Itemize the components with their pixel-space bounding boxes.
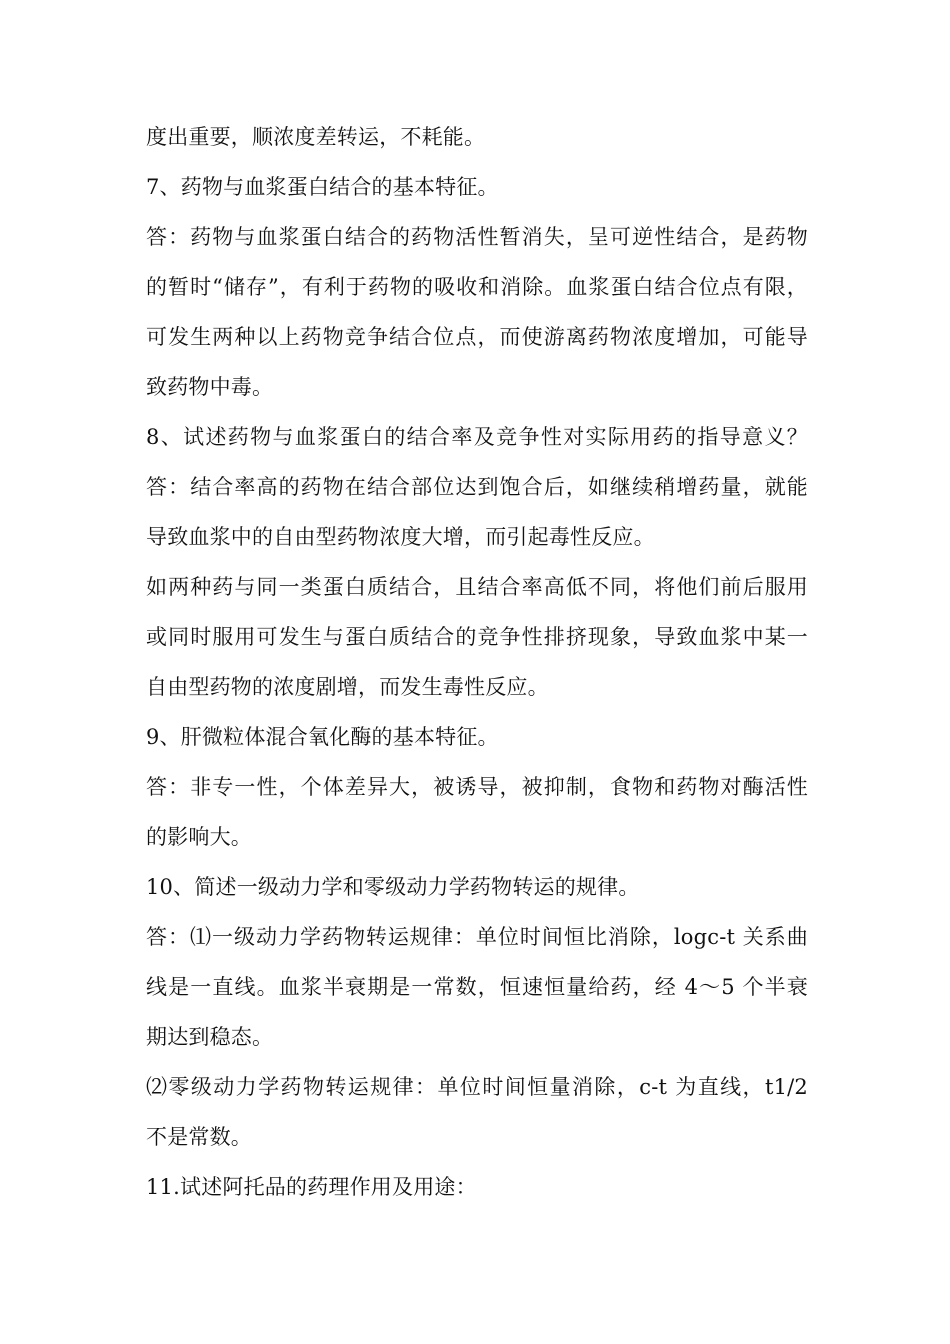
- text-line: 答：药物与血浆蛋白结合的药物活性暂消失，呈可逆性结合，是药物: [146, 225, 808, 249]
- text-line: 期达到稳态。: [146, 1025, 274, 1049]
- text-line: 或同时服用可发生与蛋白质结合的竞争性排挤现象，导致血浆中某一: [146, 625, 808, 649]
- text-line: 的暂时“储存”，有利于药物的吸收和消除。血浆蛋白结合位点有限，: [146, 275, 808, 299]
- text-line: ⑵零级动力学药物转运规律：单位时间恒量消除，c-t 为直线，t1/2: [146, 1075, 808, 1099]
- text-line: 答：⑴一级动力学药物转运规律：单位时间恒比消除，logc-t 关系曲: [146, 925, 808, 949]
- text-line: 答：结合率高的药物在结合部位达到饱合后，如继续稍增药量，就能: [146, 475, 808, 499]
- question-heading: 10、简述一级动力学和零级动力学药物转运的规律。: [146, 875, 640, 899]
- question-heading: 7、药物与血浆蛋白结合的基本特征。: [146, 175, 499, 199]
- document-body: [146, 112, 808, 1212]
- text-line: 可发生两种以上药物竞争结合位点，而使游离药物浓度增加，可能导: [146, 325, 808, 349]
- question-heading: 9、肝微粒体混合氧化酶的基本特征。: [146, 725, 499, 749]
- text-line: 如两种药与同一类蛋白质结合，且结合率高低不同，将他们前后服用: [146, 575, 808, 599]
- text-line: 的影响大。: [146, 825, 252, 849]
- text-line: 致药物中毒。: [146, 375, 274, 399]
- text-line: 自由型药物的浓度剧增，而发生毒性反应。: [146, 675, 549, 699]
- text-line: 度出重要，顺浓度差转运，不耗能。: [146, 125, 486, 149]
- question-heading: 11.试述阿托品的药理作用及用途：: [146, 1175, 477, 1199]
- text-line: 不是常数。: [146, 1125, 252, 1149]
- text-line: 导致血浆中的自由型药物浓度大增，而引起毒性反应。: [146, 525, 655, 549]
- text-line: 答：非专一性，个体差异大，被诱导，被抑制，食物和药物对酶活性: [146, 775, 808, 799]
- text-line: 线是一直线。血浆半衰期是一常数，恒速恒量给药，经 4～5 个半衰: [146, 975, 808, 999]
- question-heading: 8、试述药物与血浆蛋白的结合率及竞争性对实际用药的指导意义？: [146, 425, 808, 449]
